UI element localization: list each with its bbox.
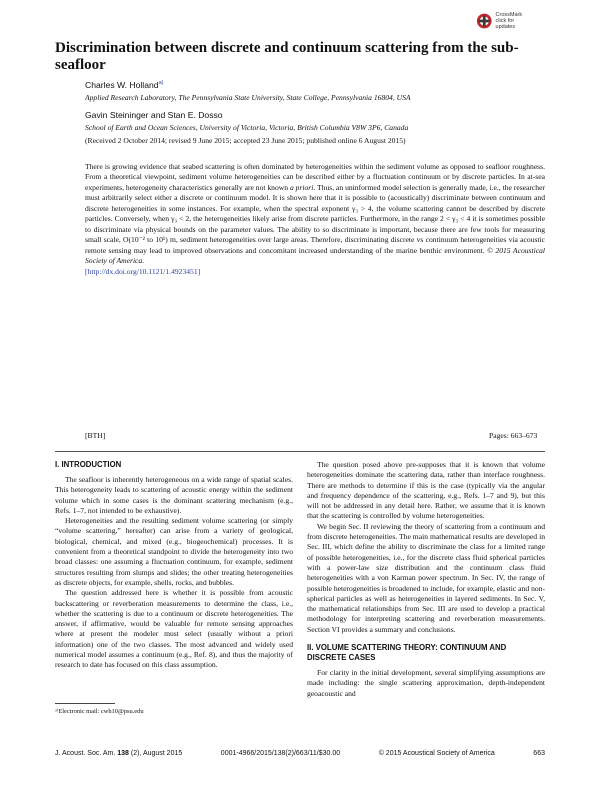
abstract <box>85 162 545 277</box>
abstract-copyright: © 2015 Acoustical Society of America. <box>85 245 545 266</box>
received-dates: (Received 2 October 2014; revised 9 June 2015; accepted 23 June 2015; published online 6 August 2015) <box>85 136 406 145</box>
article-code: 0001-4966/2015/138(2)/663/11/$30.00 <box>220 750 341 757</box>
crossmark-icon <box>476 12 493 30</box>
journal-name: J. Acoust. Soc. Am. <box>55 750 118 757</box>
intro-paragraph-1: The seafloor is inherently heterogeneous on a wide range of spatial scales. This heterogeneity leads to scattering of acoustic energy within the sediment volume which in some cases is the dominant scattering mechanism (e.g., Refs. 1–7, not intended to be exhaustive). <box>55 475 293 515</box>
author-footnote-marker[interactable]: a) <box>158 80 164 87</box>
right-column <box>307 460 545 699</box>
journal-issue: (2), August 2015 <box>128 750 183 757</box>
section-1-heading: I. INTRODUCTION <box>55 460 122 469</box>
intro-paragraph-3: The question addressed here is whether it is possible from acoustic backscattering or reverberation measurements to determine the class, i.e., whether the scattering is due to a continuum or discrete heterogeneities. The answer, if affirmative, would be valuable for remote sensing approaches where at present the modeler must select (usually without a priori information) one of the two classes. The most advanced and widely used numerical model assumes a continuum (e.g., Ref. 8), and thus the majority of research to date has focused on this class assumption. <box>55 588 293 670</box>
left-column <box>55 460 293 671</box>
author-name: Charles W. Holland <box>85 80 159 90</box>
footer-copyright: © 2015 Acoustical Society of America <box>378 750 495 757</box>
affiliation-2: School of Earth and Ocean Sciences, University of Victoria, Victoria, British Columbia V8W 3P6, Canada <box>85 123 409 132</box>
abstract-text-2: . Thus, an uninformed model selection is generally made, i.e., the researcher must arbitrarily select either a discrete or continuum model. It is shown here that it is possible to (acoustically) discriminate between continuum and discrete heterogeneities in some instances. For example, when the spectral exponent γ₃ > 4, the volume scattering cannot be described by discrete particles. Conversely, when γ₃ < 2, the heterogeneities likely arise from discrete particles. Furthermore, in the range 2 < γ₃ < 4 it is sometimes possible to discriminate via physical bounds on the parameter values. The ability to so discriminate is important, because there are few tools for measuring small scale, O(10⁻² to 10¹) m, sediment heterogeneities over large areas. Therefore, discriminating discrete vs continuum heterogeneities via acoustic remote sensing may lead to improved observations and concomitant increased understanding of the marine benthic environment. <box>85 182 545 255</box>
authors-line-1 <box>85 80 163 90</box>
doi-link[interactable]: [http://dx.doi.org/10.1121/1.4923451] <box>85 266 201 276</box>
pacs-code: [BTH] <box>85 431 106 440</box>
page-number: 663 <box>533 750 545 757</box>
abstract-emphasis: a priori <box>289 182 314 192</box>
footnote-email: ᵃ⁾Electronic mail: cwh10@psu.edu <box>55 708 144 715</box>
page-footer <box>55 750 545 757</box>
paper-title: Discrimination between discrete and continuum scattering from the sub-seafloor <box>55 40 519 73</box>
affiliation-1: Applied Research Laboratory, The Pennsylvania State University, State College, Pennsylvania 16804, USA <box>85 93 411 102</box>
header-divider <box>55 451 545 452</box>
intro-paragraph-2: Heterogeneities and the resulting sediment volume scattering (or simply “volume scattering,” hereafter) can arise from a variety of geological, biological, chemical, and mixed (e.g., biogeochemical) processes. It is convenient from a theoretical standpoint to divide the heterogeneity into two broad classes: one assuming a fluctuation continuum, for example, sediment structures resulting from slumps and slides; the other treating heterogeneities as discrete objects, for example, shells, rocks, and bubbles. <box>55 516 293 587</box>
authors-line-2: Gavin Steininger and Stan E. Dosso <box>85 110 223 120</box>
crossmark-badge[interactable] <box>476 10 532 32</box>
section-2-heading: II. VOLUME SCATTERING THEORY: CONTINUUM AND DISCRETE CASES <box>307 643 507 663</box>
journal-volume: 138 <box>117 750 129 757</box>
intro-paragraph-4: The question posed above pre-supposes that it is known that volume heterogeneities dominate the scattering data, rather than interface roughness. There are methods to determine if this is the case (typically via the angular and frequency dependence of the scattering, e.g., Refs. 1–7 and 9), but this will not be addressed in any detail here. Rather, we assume that it is known that the scattering is controlled by volume heterogeneities. <box>307 460 545 521</box>
footnote-divider <box>55 703 115 704</box>
crossmark-title: CrossMark <box>495 12 523 18</box>
page-range: Pages: 663–673 <box>489 431 538 440</box>
section-2-paragraph-1: For clarity in the initial development, several simplifying assumptions are made including: the single scattering approximation, depth-independent geoacoustic and <box>307 668 545 698</box>
abstract-text-1: There is growing evidence that seabed scattering is often dominated by heterogeneities within the sediment volume as opposed to seafloor roughness. From a theoretical viewpoint, sediment volume heterogeneities can be described either by a fluctuation continuum or by discrete particles. In at-sea experiments, heterogeneity characteristics generally are not known <box>85 162 545 192</box>
journal-citation <box>55 750 182 757</box>
crossmark-subtitle: click for updates <box>495 18 516 30</box>
intro-paragraph-5: We begin Sec. II reviewing the theory of scattering from a continuum and from discrete heterogeneities. The main mathematical results are developed in Sec. III, which define the ability to discriminate the class for a limited range of possible heterogeneities, i.e., for the discrete class fluid spherical particles with a power-law size distribution and the continuum class fluid heterogeneities with a von Karman power spectrum. In Sec. IV, the range of possible heterogeneities is broadened to include, for example, elastic and non-spherical particles as well as heterogeneities in layered sediments. In Sec. V, the mathematical relationships from Sec. III are used to develop a practical methodology for interpreting scattering and reverberation measurements. Section VI provides a summary and conclusions. <box>307 521 545 634</box>
